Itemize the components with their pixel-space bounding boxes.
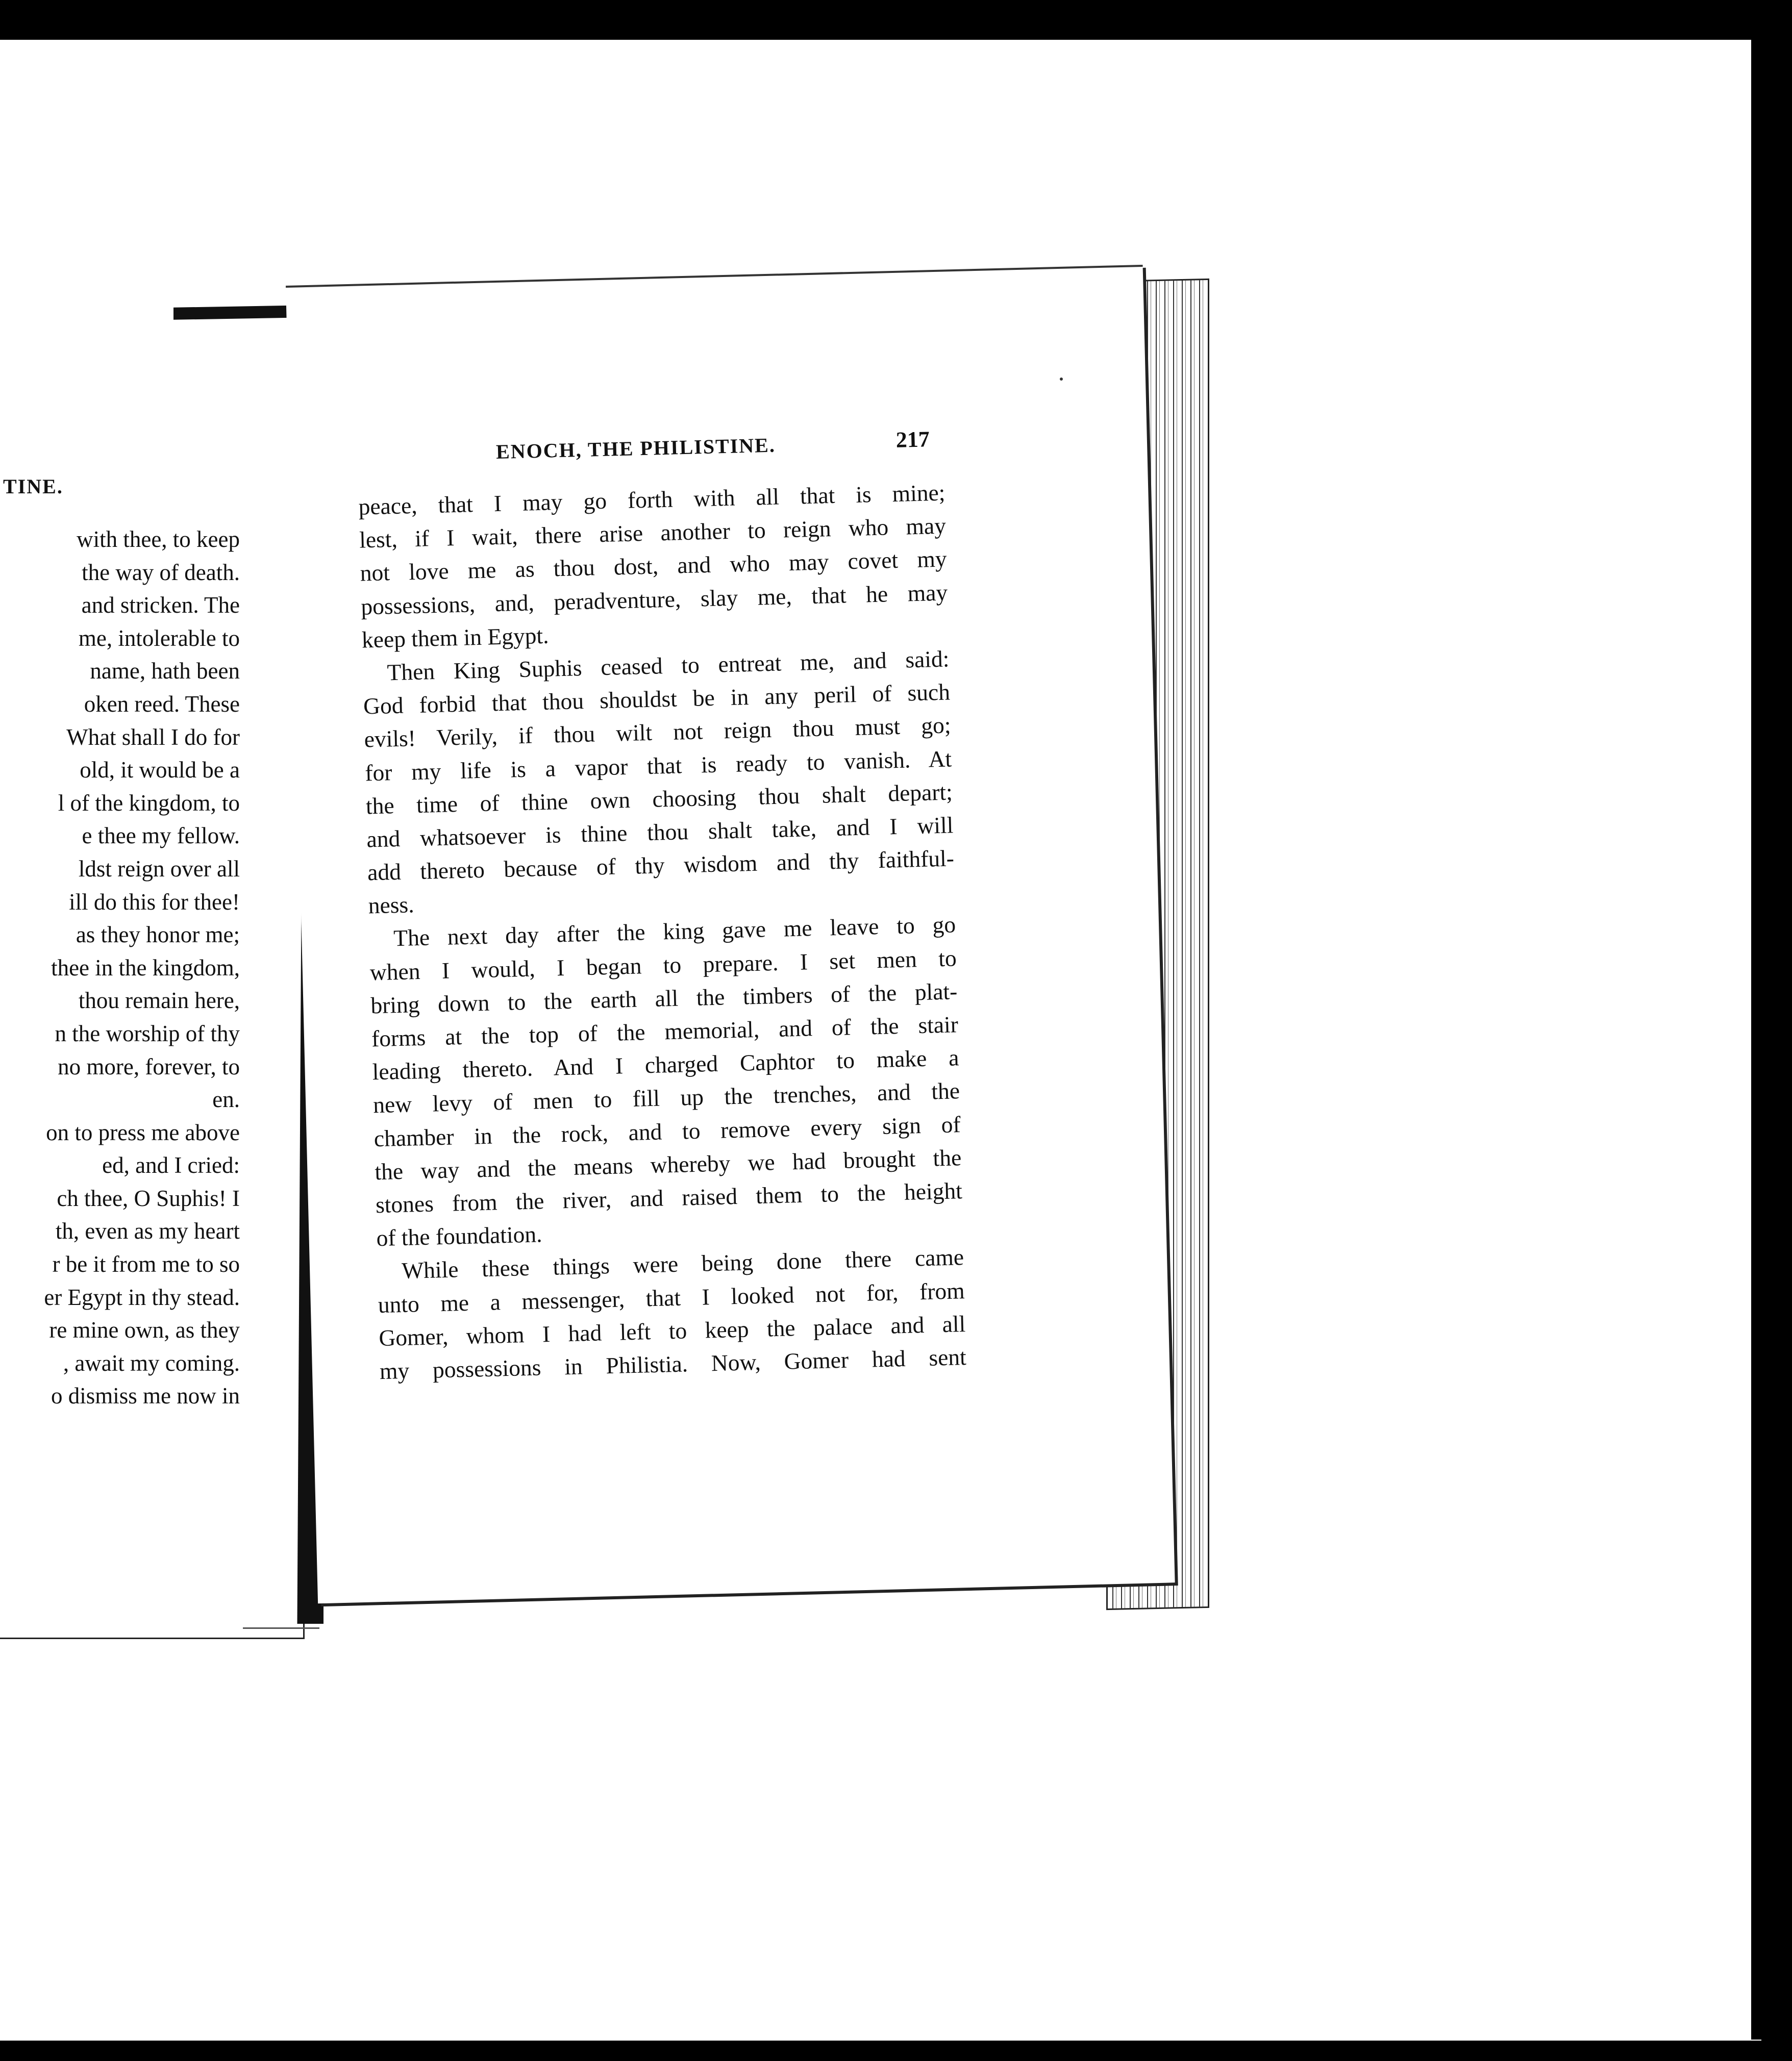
text-line: not love me as thou dost, and who may covet my (360, 545, 948, 586)
text-line: my possessions in Philistia. Now, Gomer had sent (379, 1343, 967, 1385)
text-line: forms at the top of the memorial, and of the stair (371, 1011, 959, 1052)
text-line: on to press me above (46, 1119, 240, 1145)
text-line: and whatsoever is thine thou shalt take, and I will (366, 812, 954, 852)
text-line: re mine own, as they (49, 1317, 240, 1343)
text-line: possessions, and, peradventure, slay me, that he may (360, 579, 948, 620)
text-line: th, even as my heart (55, 1218, 240, 1244)
running-head: ENOCH, THE PHILISTINE. (495, 433, 776, 464)
scan-border-top (0, 0, 1792, 40)
text-line: new levy of men to fill up the trenches, and the (372, 1077, 960, 1118)
text-line: thee in the kingdom, (51, 954, 240, 981)
text-line: While these things were being done there came (401, 1244, 964, 1284)
text-line: ch thee, O Suphis! I (57, 1185, 240, 1211)
text-line: Gomer, whom I had left to keep the palace and all (378, 1310, 966, 1351)
right-page (286, 265, 1175, 1603)
binding-bottom-edge (243, 1627, 319, 1629)
text-line: unto me a messenger, that I looked not for, from (378, 1277, 965, 1318)
text-line: chamber in the rock, and to remove every sign of (374, 1111, 961, 1151)
text-line: God forbid that thou shouldst be in any peril of such (363, 678, 951, 719)
text-line: me, intolerable to (78, 625, 240, 651)
text-line: o dismiss me now in (51, 1383, 240, 1409)
text-line: the time of thine own choosing thou shalt depart; (365, 778, 953, 819)
text-line: , await my coming. (63, 1350, 240, 1376)
scan-border-right (1761, 0, 1792, 2061)
text-line: lest, if I wait, there arise another to reign who may (359, 512, 947, 553)
text-line: thou remain here, (78, 988, 240, 1014)
text-line: What shall I do for (66, 724, 240, 750)
text-line: r be it from me to so (52, 1251, 240, 1277)
text-line: the way of death. (82, 559, 240, 585)
page-header (290, 424, 1148, 475)
text-line: e thee my fellow. (82, 823, 240, 849)
text-line: of the foundation. (376, 1221, 542, 1251)
text-line: Then King Suphis ceased to entreat me, and said: (386, 645, 950, 686)
text-line: with thee, to keep (77, 526, 240, 552)
text-line: ness. (368, 891, 415, 919)
left-page-text (0, 523, 240, 1413)
text-line: and stricken. The (81, 592, 240, 618)
text-line: name, hath been (90, 658, 240, 684)
text-line: no more, forever, to (58, 1053, 240, 1079)
scan-border-bottom (0, 2041, 1792, 2061)
text-line: when I would, I began to prepare. I set men to (369, 944, 957, 985)
text-line: ed, and I cried: (102, 1152, 240, 1178)
text-line: keep them in Egypt. (361, 622, 549, 653)
text-line: the way and the means whereby we had brought the (374, 1144, 962, 1185)
page-body (358, 476, 967, 1388)
text-line: add thereto because of thy wisdom and thy faithful- (367, 845, 955, 886)
text-line: as they honor me; (76, 922, 240, 948)
text-line: en. (212, 1087, 240, 1113)
page-number: 217 (895, 426, 930, 453)
text-line: l of the kingdom, to (58, 790, 240, 816)
text-line: ill do this for thee! (69, 889, 240, 915)
text-line: peace, that I may go forth with all that is mine; (358, 479, 945, 520)
text-line: stones from the river, and raised them to the height (375, 1177, 963, 1218)
text-line: leading thereto. And I charged Caphtor to make a (372, 1044, 959, 1085)
text-line: The next day after the king gave me leave to go (393, 911, 956, 951)
text-line: n the worship of thy (55, 1020, 240, 1046)
text-line: for my life is a vapor that is ready to vanish. At (364, 745, 952, 786)
text-line: old, it would be a (80, 757, 240, 783)
text-line: bring down to the earth all the timbers of the plat- (370, 978, 958, 1019)
text-line: ldst reign over all (78, 856, 240, 882)
text-line: er Egypt in thy stead. (44, 1284, 240, 1310)
scan-edge-mark (1755, 1326, 1761, 1342)
scan-speck (1060, 378, 1063, 381)
text-line: evils! Verily, if thou wilt not reign thou must go; (364, 712, 952, 752)
left-running-head: TINE. (3, 475, 63, 498)
text-line: oken reed. These (84, 691, 240, 717)
left-page (0, 319, 305, 1639)
